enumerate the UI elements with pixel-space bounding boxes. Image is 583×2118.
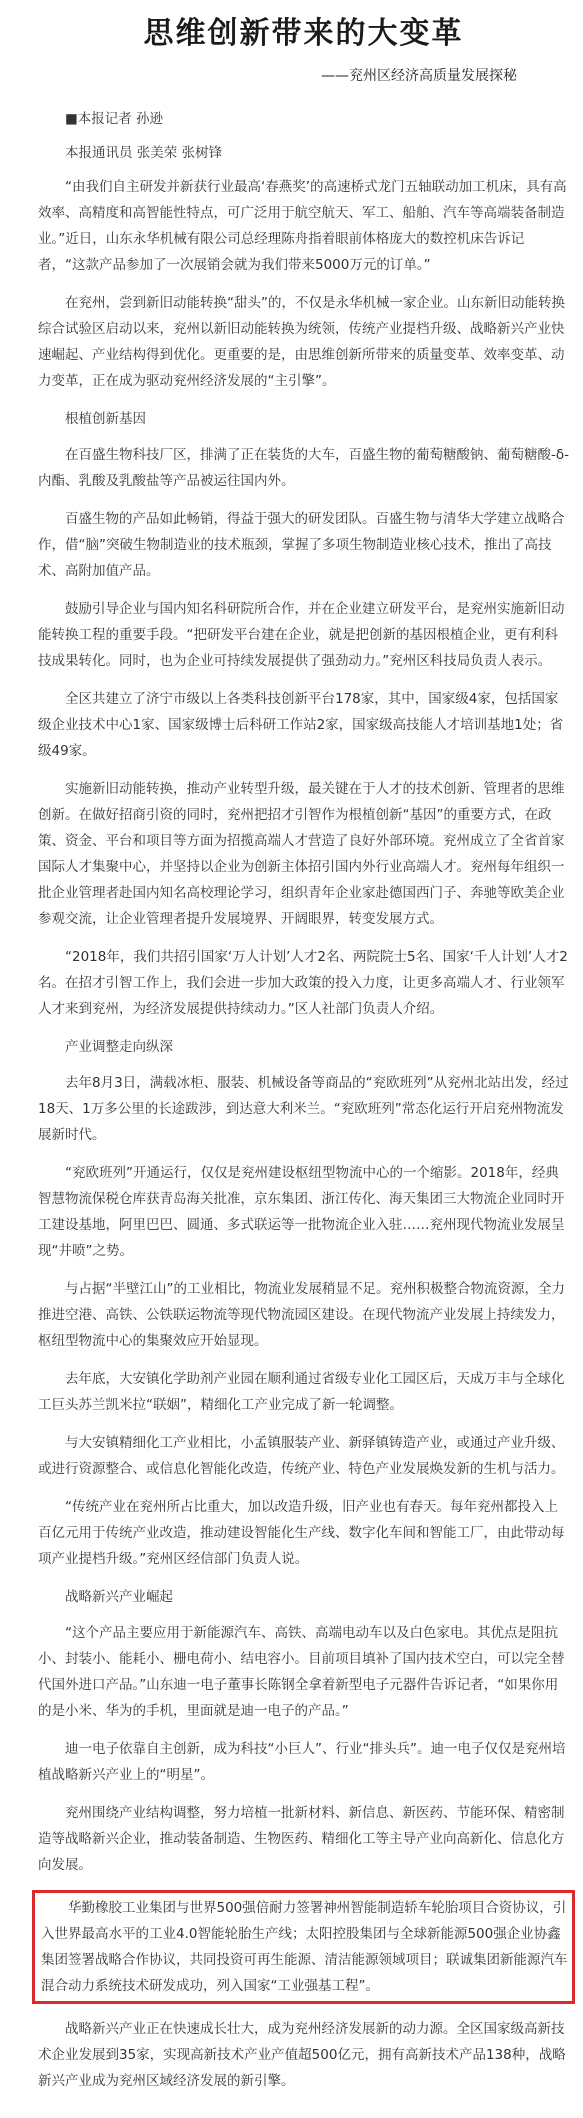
paragraph: 在兖州，尝到新旧动能转换“甜头”的，不仅是永华机械一家企业。山东新旧动能转换综合试验区启动以来，兖州以新旧动能转换为统领，传统产业提档升级、战略新兴产业快速崛起、产业结构得到优化。更重要的是，由思维创新所带来的质量变革、效率变革、动力变革，正在成为驱动兖州经济发展的“主引擎”。 [38,295,565,389]
highlighted-paragraph: 华勤橡胶工业集团与世界500强倍耐力签署神州智能制造轿车轮胎项目合资协议，引入世界最高水平的工业4.0智能轮胎生产线；太阳控股集团与全球新能源500强企业协鑫集团签署战略合作协议，共同投资可再生能源、清洁能源领域项目；联诚集团新能源汽车混合动力系统技术研发成功，列入国家“工业强基工程”。 [41,1900,568,1994]
paragraph: 去年8月3日，满载冰柜、服装、机械设备等商品的“兖欧班列”从兖州北站出发，经过18天、1万多公里的长途跋涉，到达意大利米兰。“兖欧班列”常态化运行开启兖州物流发展新时代。 [38,1075,569,1143]
paragraph: 全区共建立了济宁市级以上各类科技创新平台178家，其中，国家级4家，包括国家级企业技术中心1家、国家级博士后科研工作站2家，国家级高技能人才培训基地1处；省级49家。 [38,691,564,759]
paragraph: 与占据“半壁江山”的工业相比，物流业发展稍显不足。兖州积极整合物流资源，全力推进空港、高铁、公铁联运物流等现代物流园区建设。在现代物流产业发展上持续发力，枢纽型物流中心的集聚效应开始显现。 [38,1281,565,1349]
paragraph: 实施新旧动能转换，推动产业转型升级，最关键在于人才的技术创新、管理者的思维创新。在做好招商引资的同时，兖州把招才引智作为根植创新“基因”的重要方式，在政策、资金、平台和项目等方面为招揽高端人才营造了良好外部环境。兖州成立了全省首家国际人才集聚中心，并坚持以企业为创新主体招引国内外行业高端人才。兖州每年组织一批企业管理者赴国内知名高校理论学习，组织青年企业家赴德国西门子、奔驰等欧美企业参观交流，让企业管理者提升发展境界、开阔眼界，转变发展方式。 [38,781,565,927]
article-body [38,106,569,2094]
paragraph: “这个产品主要应用于新能源汽车、高铁、高端电动车以及白色家电。其优点是阻抗小、封装小、能耗小、栅电荷小、结电容小。目前项目填补了国内技术空白，可以完全替代国外进口产品。”山东迪一电子董事长陈钢全拿着新型电子元器件告诉记者，“如果你用的是小米、华为的手机，里面就是迪一电子的产品。” [38,1625,565,1719]
paragraph: “传统产业在兖州所占比重大，加以改造升级，旧产业也有春天。每年兖州都投入上百亿元用于传统产业改造，推动建设智能化生产线、数字化车间和智能工厂，由此带动每项产业提档升级。”兖州区经信部门负责人说。 [38,1499,565,1567]
highlighted-paragraph-box [32,1890,575,2004]
paragraph: “由我们自主研发并新获行业最高‘春燕奖’的高速桥式龙门五轴联动加工机床，具有高效率、高精度和高智能性特点，可广泛用于航空航天、军工、船舶、汽车等高端装备制造业。”近日，山东永华机械有限公司总经理陈舟指着眼前体格庞大的数控机床告诉记者，“这款产品参加了一次展销会就为我们带来5000万元的订单。” [38,179,567,273]
paragraph: 去年底，大安镇化学助剂产业园在顺利通过省级专业化工园区后，天成万丰与全球化工巨头苏兰凯米拉“联姻”，精细化工产业完成了新一轮调整。 [38,1371,565,1413]
paragraph: 迪一电子依靠自主创新，成为科技“小巨人”、行业“排头兵”。迪一电子仅仅是兖州培植战略新兴产业上的“明星”。 [38,1741,566,1783]
paragraph: “兖欧班列”开通运行，仅仅是兖州建设枢纽型物流中心的一个缩影。2018年，经典智慧物流保税仓库获青岛海关批准，京东集团、浙江传化、海天集团三大物流企业同时开工建设基地，阿里巴巴、圆通、多式联运等一批物流企业入驻……兖州现代物流业发展呈现“井喷”之势。 [38,1165,565,1259]
article-title: 思维创新带来的大变革 [143,16,464,51]
section-heading: 战略新兴产业崛起 [65,1589,173,1605]
paragraph: 与大安镇精细化工产业相比，小孟镇服装产业、新驿镇铸造产业，或通过产业升级、或进行资源整合、或信息化智能化改造，传统产业、特色产业发展焕发新的生机与活力。 [38,1435,565,1477]
paragraph: 鼓励引导企业与国内知名科研院所合作，并在企业建立研发平台，是兖州实施新旧动能转换工程的重要手段。“把研发平台建在企业，就是把创新的基因根植企业，更有利科技成果转化。同时，也为企业可持续发展提供了强劲动力。”兖州区科技局负责人表示。 [38,601,565,669]
paragraph: 百盛生物的产品如此畅销，得益于强大的研发团队。百盛生物与清华大学建立战略合作，借“脑”突破生物制造业的技术瓶颈，掌握了多项生物制造业核心技术，推出了高技术、高附加值产品。 [38,511,565,579]
paragraph: 兖州围绕产业结构调整，努力培植一批新材料、新信息、新医药、节能环保、精密制造等战略新兴企业，推动装备制造、生物医药、精细化工等主导产业向高新化、信息化方向发展。 [38,1805,565,1873]
section-heading: 根植创新基因 [65,411,146,427]
correspondent-line: 本报通讯员 张美荣 张树锋 [65,145,223,161]
reporter-line: ■本报记者 孙逊 [65,111,164,127]
section-heading: 产业调整走向纵深 [65,1039,173,1055]
paragraph: “2018年，我们共招引国家‘万人计划’人才2名、两院院士5名、国家‘千人计划’人才2名。在招才引智工作上，我们会进一步加大政策的投入力度，让更多高端人才、行业领军人才来到兖州，为经济发展提供持续动力。”区人社部门负责人介绍。 [38,949,568,1017]
article-subtitle: ——兖州区经济高质量发展探秘 [321,68,517,84]
paragraph: 战略新兴产业正在快速成长壮大，成为兖州经济发展新的动力源。全区国家级高新技术企业发展到35家，实现高新技术产业产值超500亿元，拥有高新技术产品138种，战略新兴产业成为兖州区域经济发展的新引擎。 [38,2021,566,2089]
paragraph: 在百盛生物科技厂区，排满了正在装货的大车，百盛生物的葡萄糖酸钠、葡萄糖酸-δ-内酯、乳酸及乳酸盐等产品被运往国内外。 [38,447,570,489]
